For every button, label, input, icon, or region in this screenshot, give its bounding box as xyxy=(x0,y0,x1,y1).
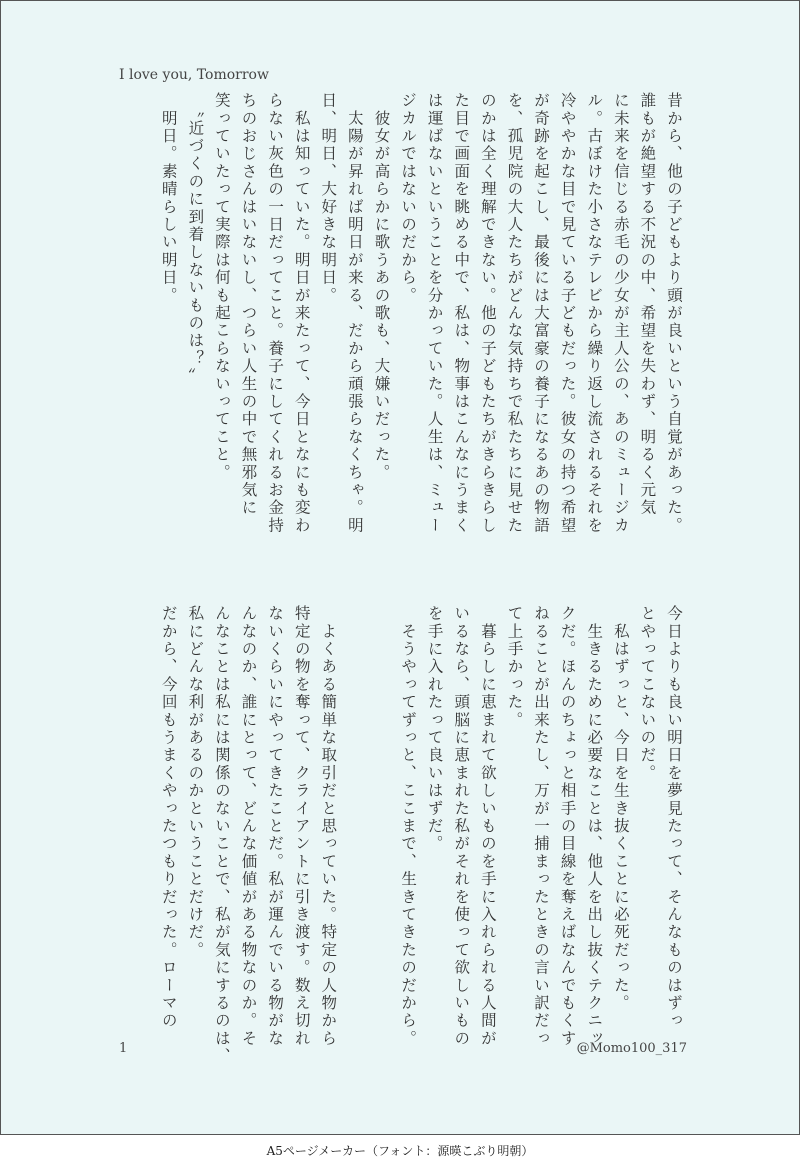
body-text-upper-block: 昔から、他の子どもより頭が良いという自覚があった。 誰もが絶望する不況の中、希望を失わず、明るく元気 に未来を信じる赤毛の少女が主人公の、あのミュージカ ル。古ぼけた小さなテレビから繰り返し流されるそれを 冷ややかな目で見ている子どもだった。彼女の持つ希望 が奇跡を起こし、最後には大富豪の養子になるあの物語 を、孤児院の大人たちがどんな気持ちで私たちに見せた のかは全く理解できない。他の子どもたちがきらきらし た目で画面を眺める中で、私は、物事はこんなにうまく は運ばないということを分かっていた。人生は、ミュー ジカルではないのだから。 彼女が高らかに歌うあの歌も、大嫌いだった。 太陽が昇れば明日が来る、だから頑張らなくちゃ。明 日、明日、大好きな明日。 私は知っていた。明日が来たって、今日となにも変わ らない灰色の一日だってこと。養子にしてくれるお金持 ちのおじさんはいないし、つらい人生の中で無邪気に 笑っていたって実際は何も起こらないってこと。 〝近づくのに到着しないものは？〟 明日。素晴らしい明日。 xyxy=(159,92,683,535)
page-number: 1 xyxy=(119,1041,128,1056)
body-text-lower-block: 今日よりも良い明日を夢見たって、そんなものはずっ とやってこないのだ。 私はずっと、今日を生き抜くことに必死だった。 生きるために必要なことは、他人を出し抜くテクニッ クだ。ほんのちょっと相手の目線を奪えばなんでもくす ねることが出来たし、万が一捕まったときの言い訳だっ て上手かった。 暮らしに恵まれて欲しいものを手に入れられる人間が いるなら、頭脳に恵まれた私がそれを使って欲しいもの を手に入れたって良いはずだ。 そうやってずっと、ここまで、生きてきたのだから。 よくある簡単な取引だと思っていた。特定の人物から 特定の物を奪って、クライアントに引き渡す。数え切れ ないくらいにやってきたことだ。私が運んでいる物がな んなのか、誰にとって、どんな価値がある物なのか。そ んなことは私には関係のないことで、私が気にするのは、 私にどんな利があるのかということだけだ。 だから、今回もうまくやったつもりだった。ローマの xyxy=(159,605,683,1066)
author-handle: @Momo100_317 xyxy=(576,1041,687,1056)
running-title: I love you, Tomorrow xyxy=(119,67,269,83)
generator-caption: A5ページメーカー（フォント：源暎こぶり明朝） xyxy=(266,1144,534,1158)
